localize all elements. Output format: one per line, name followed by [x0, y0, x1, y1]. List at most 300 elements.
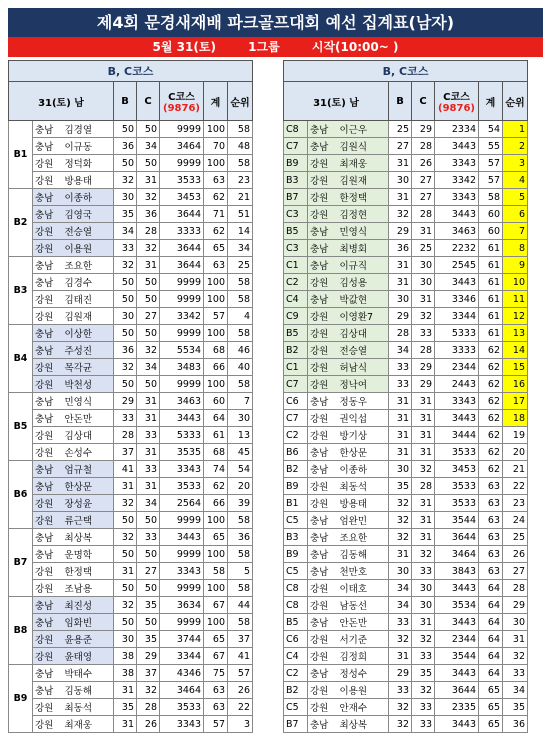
table-row	[284, 631, 528, 648]
group-label: 1그룹	[248, 40, 280, 54]
table-row	[9, 376, 253, 393]
score-c: 34	[137, 359, 160, 376]
player-name: 안돈만	[63, 410, 114, 427]
rank: 16	[503, 376, 528, 393]
rank: 7	[228, 393, 253, 410]
table-row	[284, 223, 528, 240]
score-b: 32	[114, 529, 137, 546]
player-region: 충남	[308, 223, 338, 240]
score-ccourse: 3342	[160, 308, 204, 325]
header-total: 계	[479, 82, 503, 121]
rank: 12	[503, 308, 528, 325]
score-ccourse: 3535	[160, 444, 204, 461]
rank: 44	[228, 597, 253, 614]
player-region: 충남	[33, 206, 63, 223]
table-row	[284, 563, 528, 580]
table-row	[284, 529, 528, 546]
score-ccourse: 3843	[435, 563, 479, 580]
player-region: 충남	[308, 512, 338, 529]
player-name: 최재웅	[338, 155, 389, 172]
score-c: 50	[137, 291, 160, 308]
score-ccourse: 2335	[435, 699, 479, 716]
score-ccourse: 3443	[435, 138, 479, 155]
score-ccourse: 3333	[160, 223, 204, 240]
player-name: 민영식	[338, 223, 389, 240]
group-code: B5	[284, 325, 308, 342]
player-name: 한정택	[338, 189, 389, 206]
table-row	[9, 393, 253, 410]
rank: 58	[228, 546, 253, 563]
table-row	[9, 155, 253, 172]
player-name: 장성윤	[63, 495, 114, 512]
table-row	[9, 138, 253, 155]
rank: 21	[503, 461, 528, 478]
player-region: 강원	[33, 427, 63, 444]
group-code: C1	[284, 257, 308, 274]
score-b: 32	[389, 206, 412, 223]
score-ccourse: 2334	[435, 121, 479, 138]
score-b: 50	[114, 580, 137, 597]
score-b: 35	[114, 206, 137, 223]
rank: 20	[228, 478, 253, 495]
score-c: 31	[412, 444, 435, 461]
score-ccourse: 3343	[160, 716, 204, 733]
player-region: 충남	[308, 121, 338, 138]
player-name: 최진성	[63, 597, 114, 614]
player-region: 충남	[308, 529, 338, 546]
rank: 4	[228, 308, 253, 325]
score-total: 62	[204, 223, 228, 240]
group-code: B9	[284, 478, 308, 495]
rank: 2	[503, 138, 528, 155]
score-total: 57	[479, 172, 503, 189]
score-b: 36	[389, 240, 412, 257]
player-name: 전승열	[338, 342, 389, 359]
header-ccourse-note: (9876)	[163, 103, 200, 114]
group-code: B7	[9, 529, 33, 597]
table-row	[284, 138, 528, 155]
rank: 29	[503, 597, 528, 614]
score-ccourse: 3463	[160, 393, 204, 410]
player-name: 남동선	[338, 597, 389, 614]
score-b: 32	[389, 529, 412, 546]
score-total: 100	[204, 291, 228, 308]
score-c: 25	[412, 240, 435, 257]
score-total: 100	[204, 325, 228, 342]
score-total: 63	[479, 563, 503, 580]
rank: 58	[228, 291, 253, 308]
score-ccourse: 9999	[160, 614, 204, 631]
score-ccourse: 2564	[160, 495, 204, 512]
score-ccourse: 9999	[160, 155, 204, 172]
player-region: 강원	[308, 495, 338, 512]
score-c: 31	[137, 393, 160, 410]
player-region: 강원	[308, 359, 338, 376]
score-c: 28	[412, 478, 435, 495]
group-code: C9	[284, 308, 308, 325]
score-b: 31	[114, 682, 137, 699]
rank: 25	[228, 257, 253, 274]
score-b: 31	[389, 546, 412, 563]
score-ccourse: 3644	[160, 240, 204, 257]
group-code: B2	[284, 461, 308, 478]
player-name: 이상한	[63, 325, 114, 342]
rank: 15	[503, 359, 528, 376]
rank: 58	[228, 376, 253, 393]
player-name: 김경열	[63, 121, 114, 138]
table-row	[9, 121, 253, 138]
score-ccourse: 9999	[160, 325, 204, 342]
score-b: 31	[389, 189, 412, 206]
score-ccourse: 3644	[435, 529, 479, 546]
player-region: 충남	[308, 614, 338, 631]
player-region: 충남	[308, 257, 338, 274]
table-row	[284, 597, 528, 614]
score-ccourse: 2344	[435, 359, 479, 376]
score-ccourse: 3333	[435, 342, 479, 359]
player-name: 이태호	[338, 580, 389, 597]
rank: 11	[503, 291, 528, 308]
score-b: 38	[114, 665, 137, 682]
player-region: 강원	[308, 376, 338, 393]
group-code: C8	[284, 597, 308, 614]
score-c: 28	[137, 699, 160, 716]
player-name: 정덕화	[63, 155, 114, 172]
player-name: 주성진	[63, 342, 114, 359]
rank: 32	[503, 648, 528, 665]
table-row	[9, 172, 253, 189]
rank: 58	[228, 274, 253, 291]
score-total: 70	[204, 138, 228, 155]
player-region: 강원	[308, 478, 338, 495]
score-total: 64	[204, 410, 228, 427]
player-region: 강원	[33, 444, 63, 461]
rank: 58	[228, 155, 253, 172]
rank: 58	[228, 121, 253, 138]
player-name: 전승열	[63, 223, 114, 240]
score-c: 29	[412, 121, 435, 138]
score-c: 50	[137, 274, 160, 291]
score-total: 57	[204, 716, 228, 733]
score-ccourse: 3443	[435, 580, 479, 597]
score-c: 28	[412, 342, 435, 359]
rank: 37	[228, 631, 253, 648]
score-ccourse: 3464	[160, 138, 204, 155]
player-name: 김동해	[338, 546, 389, 563]
score-b: 32	[389, 631, 412, 648]
player-region: 충남	[308, 240, 338, 257]
score-total: 61	[479, 240, 503, 257]
table-row	[9, 478, 253, 495]
score-c: 29	[412, 376, 435, 393]
score-b: 28	[114, 427, 137, 444]
score-b: 31	[389, 427, 412, 444]
group-code: B3	[284, 529, 308, 546]
score-ccourse: 3533	[160, 172, 204, 189]
rank: 39	[228, 495, 253, 512]
player-name: 정성수	[338, 665, 389, 682]
rank: 36	[228, 529, 253, 546]
player-name: 이용원	[338, 682, 389, 699]
player-name: 김상대	[338, 325, 389, 342]
rank: 24	[503, 512, 528, 529]
score-b: 32	[389, 699, 412, 716]
score-ccourse: 5333	[435, 325, 479, 342]
score-b: 32	[389, 512, 412, 529]
rank: 14	[503, 342, 528, 359]
group-code: C4	[284, 291, 308, 308]
rank: 28	[503, 580, 528, 597]
player-region: 강원	[33, 716, 63, 733]
table-row	[9, 461, 253, 478]
table-row	[284, 512, 528, 529]
table-row	[9, 580, 253, 597]
score-b: 29	[389, 665, 412, 682]
table-row	[9, 342, 253, 359]
rank: 21	[228, 189, 253, 206]
right-table-body	[284, 121, 528, 733]
score-total: 64	[479, 597, 503, 614]
player-region: 강원	[308, 427, 338, 444]
score-total: 62	[479, 342, 503, 359]
player-region: 충남	[33, 614, 63, 631]
score-ccourse: 3443	[435, 410, 479, 427]
score-total: 62	[479, 427, 503, 444]
score-total: 55	[479, 138, 503, 155]
score-b: 30	[389, 291, 412, 308]
score-total: 63	[479, 478, 503, 495]
score-b: 50	[114, 512, 137, 529]
score-total: 65	[479, 682, 503, 699]
score-c: 31	[412, 614, 435, 631]
rank: 36	[503, 716, 528, 733]
header-day: 31(토) 남	[9, 82, 114, 121]
group-code: B7	[284, 189, 308, 206]
score-total: 68	[204, 342, 228, 359]
score-b: 32	[389, 716, 412, 733]
player-name: 박태수	[63, 665, 114, 682]
player-region: 충남	[33, 478, 63, 495]
date-label: 5월 31(토)	[152, 40, 216, 54]
score-b: 50	[114, 614, 137, 631]
score-ccourse: 3533	[160, 478, 204, 495]
player-name: 최동석	[63, 699, 114, 716]
score-total: 62	[479, 376, 503, 393]
score-ccourse: 2443	[435, 376, 479, 393]
score-b: 41	[114, 461, 137, 478]
table-row	[9, 631, 253, 648]
rank: 27	[503, 563, 528, 580]
score-total: 62	[204, 478, 228, 495]
table-row	[9, 546, 253, 563]
score-c: 31	[412, 529, 435, 546]
score-c: 29	[137, 648, 160, 665]
player-name: 정낙여	[338, 376, 389, 393]
table-row	[9, 291, 253, 308]
rank: 9	[503, 257, 528, 274]
rank: 19	[503, 427, 528, 444]
player-region: 강원	[33, 223, 63, 240]
score-b: 30	[114, 189, 137, 206]
score-ccourse: 9999	[160, 121, 204, 138]
score-ccourse: 3342	[435, 172, 479, 189]
player-name: 이영환7	[338, 308, 389, 325]
score-ccourse: 9999	[160, 376, 204, 393]
player-region: 충남	[308, 444, 338, 461]
score-ccourse: 3443	[435, 716, 479, 733]
score-ccourse: 5333	[160, 427, 204, 444]
header-ccourse-label: C코스	[168, 92, 195, 103]
score-total: 100	[204, 614, 228, 631]
score-ccourse: 3443	[160, 529, 204, 546]
table-row	[284, 342, 528, 359]
score-ccourse: 3343	[435, 189, 479, 206]
rank: 26	[228, 682, 253, 699]
left-score-table	[8, 60, 253, 733]
player-name: 엄규철	[63, 461, 114, 478]
rank: 41	[228, 648, 253, 665]
score-b: 30	[389, 563, 412, 580]
player-region: 강원	[308, 342, 338, 359]
score-b: 34	[389, 597, 412, 614]
rank: 18	[503, 410, 528, 427]
header-day: 31(토) 남	[284, 82, 389, 121]
score-ccourse: 3464	[160, 682, 204, 699]
score-ccourse: 3343	[435, 393, 479, 410]
score-ccourse: 5534	[160, 342, 204, 359]
score-b: 31	[389, 155, 412, 172]
rank: 51	[228, 206, 253, 223]
score-ccourse: 3483	[160, 359, 204, 376]
score-c: 32	[137, 682, 160, 699]
player-name: 손성수	[63, 444, 114, 461]
group-code: B9	[284, 155, 308, 172]
table-row	[284, 682, 528, 699]
score-b: 32	[114, 359, 137, 376]
score-b: 29	[114, 393, 137, 410]
player-region: 강원	[308, 274, 338, 291]
score-ccourse: 9999	[160, 274, 204, 291]
score-c: 37	[137, 665, 160, 682]
score-c: 50	[137, 121, 160, 138]
player-name: 최병회	[338, 240, 389, 257]
player-name: 김정현	[338, 206, 389, 223]
rank: 40	[228, 359, 253, 376]
score-b: 50	[114, 121, 137, 138]
table-row	[9, 274, 253, 291]
score-b: 25	[389, 121, 412, 138]
player-name: 최상복	[338, 716, 389, 733]
score-c: 50	[137, 580, 160, 597]
score-total: 62	[479, 359, 503, 376]
player-name: 엄완민	[338, 512, 389, 529]
score-c: 33	[412, 325, 435, 342]
player-name: 박천성	[63, 376, 114, 393]
score-ccourse: 2545	[435, 257, 479, 274]
score-c: 32	[412, 631, 435, 648]
score-total: 67	[204, 597, 228, 614]
group-code: B1	[284, 495, 308, 512]
player-name: 박값현	[338, 291, 389, 308]
rank: 23	[228, 172, 253, 189]
player-region: 강원	[33, 648, 63, 665]
score-ccourse: 3453	[160, 189, 204, 206]
player-region: 강원	[33, 172, 63, 189]
rank: 34	[228, 240, 253, 257]
player-name: 조요한	[63, 257, 114, 274]
score-c: 31	[137, 172, 160, 189]
player-region: 강원	[308, 155, 338, 172]
player-name: 한상문	[338, 444, 389, 461]
score-total: 74	[204, 461, 228, 478]
group-code: C6	[284, 393, 308, 410]
rank: 57	[228, 665, 253, 682]
rank: 45	[228, 444, 253, 461]
player-name: 안재수	[338, 699, 389, 716]
player-name: 김태진	[63, 291, 114, 308]
rank: 34	[503, 682, 528, 699]
score-c: 27	[137, 308, 160, 325]
score-total: 57	[204, 308, 228, 325]
score-c: 50	[137, 614, 160, 631]
player-region: 강원	[33, 308, 63, 325]
score-total: 67	[204, 648, 228, 665]
score-ccourse: 3544	[435, 648, 479, 665]
score-ccourse: 3533	[435, 478, 479, 495]
score-ccourse: 3346	[435, 291, 479, 308]
header-ccourse	[435, 82, 479, 121]
score-ccourse: 3534	[435, 597, 479, 614]
player-name: 윤용준	[63, 631, 114, 648]
score-c: 32	[137, 342, 160, 359]
table-row	[284, 121, 528, 138]
group-code: C7	[284, 138, 308, 155]
score-c: 27	[412, 189, 435, 206]
player-name: 천만호	[338, 563, 389, 580]
score-total: 63	[479, 546, 503, 563]
player-name: 김상대	[63, 427, 114, 444]
player-region: 충남	[33, 121, 63, 138]
score-total: 65	[204, 240, 228, 257]
rank: 1	[503, 121, 528, 138]
group-code: B4	[9, 325, 33, 393]
player-region: 충남	[33, 682, 63, 699]
table-row	[9, 308, 253, 325]
player-region: 강원	[33, 376, 63, 393]
score-ccourse: 3443	[435, 206, 479, 223]
group-code: B5	[284, 614, 308, 631]
score-c: 31	[412, 427, 435, 444]
group-code: B2	[9, 189, 33, 257]
rank: 22	[503, 478, 528, 495]
player-region: 강원	[308, 631, 338, 648]
group-code: C8	[284, 580, 308, 597]
score-b: 29	[389, 223, 412, 240]
table-row	[9, 325, 253, 342]
score-b: 31	[389, 444, 412, 461]
table-row	[9, 427, 253, 444]
score-c: 31	[412, 393, 435, 410]
score-total: 64	[479, 665, 503, 682]
score-c: 27	[137, 563, 160, 580]
score-c: 30	[412, 597, 435, 614]
score-total: 62	[204, 189, 228, 206]
score-total: 58	[479, 189, 503, 206]
header-rank: 순위	[228, 82, 253, 121]
score-b: 38	[114, 648, 137, 665]
course-label: B, C코스	[9, 61, 253, 82]
player-region: 충남	[33, 342, 63, 359]
